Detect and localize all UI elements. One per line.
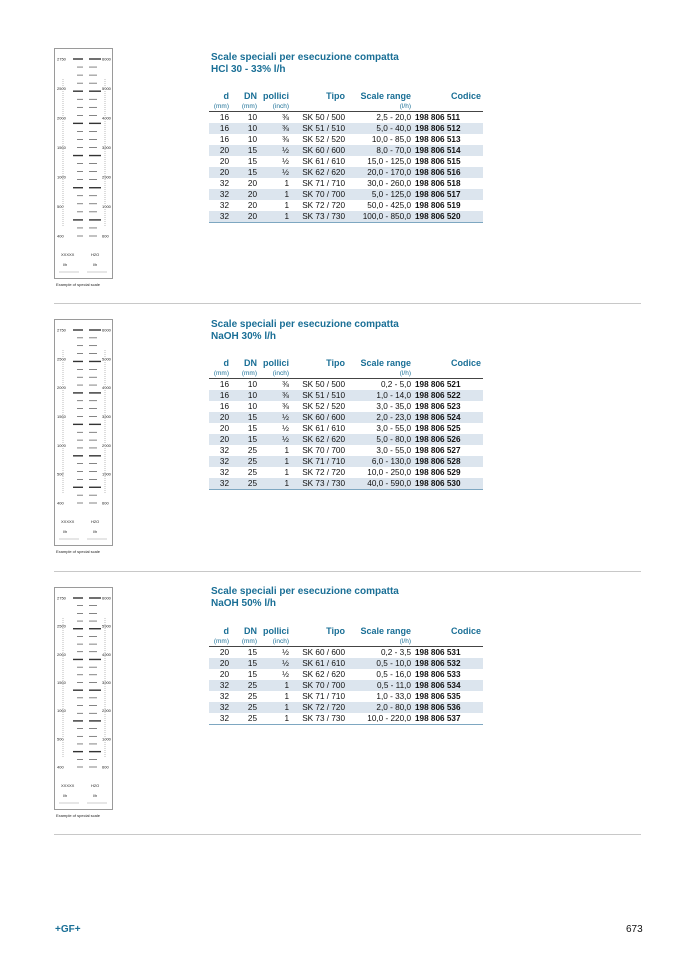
table-row bbox=[209, 702, 483, 713]
cell-dn: 15 bbox=[247, 424, 257, 433]
scale-right-label: 3000 bbox=[102, 145, 111, 150]
cell-dn: 20 bbox=[231, 189, 259, 200]
scale-right-label: 1000 bbox=[102, 736, 111, 742]
header-d: d bbox=[223, 626, 229, 636]
cell-dn: 10 bbox=[247, 135, 257, 144]
cell-codice: 198 806 515 bbox=[415, 157, 461, 166]
unit-scale-range: (l/h) bbox=[347, 637, 413, 647]
cell-dn: 15 bbox=[231, 658, 259, 669]
cell-d: 32 bbox=[209, 713, 231, 725]
scale-caption: Example of special scale bbox=[56, 549, 101, 554]
cell-dn: 10 bbox=[231, 390, 259, 401]
cell-dn: 10 bbox=[231, 123, 259, 134]
cell-dn: 25 bbox=[231, 456, 259, 467]
cell-dn: 15 bbox=[231, 167, 259, 178]
header-pollici: pollici bbox=[262, 626, 289, 636]
cell-d: 20 bbox=[209, 167, 231, 178]
cell-dn: 15 bbox=[247, 670, 257, 679]
scale-unit-right: l/h bbox=[93, 793, 98, 798]
cell-scale-range: 5,0 - 40,0 bbox=[347, 123, 413, 134]
header-tipo: Tipo bbox=[326, 358, 345, 368]
cell-dn: 20 bbox=[247, 179, 257, 188]
cell-scale-range: 0,2 - 3,5 bbox=[380, 648, 411, 657]
unit-d: (mm) bbox=[209, 637, 231, 647]
cell-pollici: ⅜ bbox=[282, 135, 289, 144]
scale-right-label: 5000 bbox=[102, 356, 111, 362]
header-dn: DN bbox=[244, 358, 257, 368]
scale-drawing bbox=[55, 49, 112, 278]
scale-right-label: 4000 bbox=[102, 385, 111, 391]
scale-right-label: 600 bbox=[102, 500, 109, 506]
table-row bbox=[209, 680, 483, 691]
cell-d: 16 bbox=[219, 113, 229, 122]
cell-scale-range: 3,0 - 35,0 bbox=[376, 402, 411, 411]
scale-left-label: 2000 bbox=[57, 651, 66, 657]
unit-scale-range: (l/h) bbox=[347, 102, 413, 112]
scale-right-label: 6000 bbox=[102, 56, 111, 62]
cell-tipo: SK 62 / 620 bbox=[291, 434, 347, 445]
scale-right-label: 600 bbox=[102, 233, 109, 239]
cell-pollici: ½ bbox=[282, 424, 289, 433]
cell-dn: 25 bbox=[247, 692, 257, 701]
cell-tipo: SK 72 / 720 bbox=[291, 702, 347, 713]
cell-scale-range: 20,0 - 170,0 bbox=[347, 167, 413, 178]
cell-d: 32 bbox=[219, 446, 229, 455]
cell-codice: 198 806 520 bbox=[413, 211, 483, 223]
cell-scale-range: 3,0 - 55,0 bbox=[376, 446, 411, 455]
table-row bbox=[209, 390, 483, 401]
scale-right-label: 2000 bbox=[102, 174, 111, 180]
scale-left-label: 1500 bbox=[57, 145, 66, 150]
cell-d: 16 bbox=[219, 135, 229, 144]
unit-scale-range: (l/h) bbox=[347, 369, 413, 379]
cell-pollici: ½ bbox=[282, 670, 289, 679]
cell-dn: 15 bbox=[247, 648, 257, 657]
scale-right-label: 3000 bbox=[102, 414, 111, 419]
page-number: 673 bbox=[626, 924, 643, 935]
scale-unit-right: l/h bbox=[93, 529, 98, 534]
cell-scale-range: 10,0 - 220,0 bbox=[347, 713, 413, 725]
cell-codice: 198 806 525 bbox=[415, 424, 461, 433]
cell-d: 16 bbox=[209, 390, 231, 401]
cell-pollici: ½ bbox=[259, 412, 291, 423]
scale-left-label: 500 bbox=[57, 471, 64, 477]
scale-table bbox=[209, 625, 483, 725]
cell-d: 32 bbox=[209, 189, 231, 200]
unit-pollici: (inch) bbox=[259, 369, 291, 379]
cell-dn: 10 bbox=[247, 113, 257, 122]
cell-pollici: 1 bbox=[284, 179, 289, 188]
scale-left-label: 1000 bbox=[57, 442, 66, 448]
cell-tipo: SK 50 / 500 bbox=[302, 113, 345, 122]
scale-unit-left: l/h bbox=[63, 529, 68, 534]
scale-left-label: 500 bbox=[57, 204, 64, 209]
cell-tipo: SK 61 / 610 bbox=[291, 658, 347, 669]
special-scale-image bbox=[54, 319, 113, 546]
table-row bbox=[209, 445, 483, 456]
scale-left-label: 2000 bbox=[57, 385, 66, 391]
table-row bbox=[209, 123, 483, 134]
cell-tipo: SK 71 / 710 bbox=[302, 692, 345, 701]
table-row bbox=[209, 211, 483, 223]
table-row bbox=[209, 200, 483, 211]
header-codice: Codice bbox=[450, 626, 481, 636]
cell-tipo: SK 62 / 620 bbox=[291, 167, 347, 178]
cell-tipo: SK 71 / 710 bbox=[291, 456, 347, 467]
cell-scale-range: 15,0 - 125,0 bbox=[367, 157, 411, 166]
cell-codice: 198 806 529 bbox=[415, 468, 461, 477]
cell-codice: 198 806 513 bbox=[415, 135, 461, 144]
cell-d: 16 bbox=[209, 123, 231, 134]
cell-dn: 20 bbox=[247, 201, 257, 210]
header-pollici: pollici bbox=[262, 91, 289, 101]
cell-scale-range: 0,5 - 11,0 bbox=[347, 680, 413, 691]
cell-pollici: 1 bbox=[259, 456, 291, 467]
section-divider bbox=[54, 303, 641, 304]
section-title bbox=[211, 319, 399, 343]
cell-scale-range: 0,2 - 5,0 bbox=[380, 380, 411, 389]
cell-tipo: SK 60 / 600 bbox=[302, 648, 345, 657]
table-row bbox=[209, 647, 483, 659]
header-tipo: Tipo bbox=[326, 91, 345, 101]
cell-tipo: SK 62 / 620 bbox=[302, 670, 345, 679]
cell-scale-range: 100,0 - 850,0 bbox=[347, 211, 413, 223]
table-row bbox=[209, 434, 483, 445]
scale-left-label: 1500 bbox=[57, 414, 66, 419]
cell-tipo: SK 72 / 720 bbox=[302, 468, 345, 477]
table-row bbox=[209, 669, 483, 680]
header-codice: Codice bbox=[450, 91, 481, 101]
cell-tipo: SK 70 / 700 bbox=[302, 446, 345, 455]
cell-scale-range: 8,0 - 70,0 bbox=[347, 145, 413, 156]
cell-codice: 198 806 518 bbox=[415, 179, 461, 188]
cell-pollici: ½ bbox=[259, 658, 291, 669]
table-row bbox=[209, 156, 483, 167]
scale-right-label: 5000 bbox=[102, 623, 111, 629]
cell-codice: 198 806 534 bbox=[413, 680, 483, 691]
cell-tipo: SK 51 / 510 bbox=[291, 390, 347, 401]
unit-dn: (mm) bbox=[231, 637, 259, 647]
header-dn: DN bbox=[244, 91, 257, 101]
cell-codice: 198 806 531 bbox=[415, 648, 461, 657]
cell-codice: 198 806 524 bbox=[413, 412, 483, 423]
cell-d: 20 bbox=[209, 145, 231, 156]
cell-pollici: 1 bbox=[259, 702, 291, 713]
unit-dn: (mm) bbox=[231, 369, 259, 379]
cell-tipo: SK 70 / 700 bbox=[291, 680, 347, 691]
scale-unit-left: l/h bbox=[63, 262, 68, 267]
cell-tipo: SK 70 / 700 bbox=[291, 189, 347, 200]
header-d: d bbox=[223, 91, 229, 101]
scale-right-label: 1000 bbox=[102, 471, 111, 477]
table-row bbox=[209, 401, 483, 412]
special-scale-image bbox=[54, 48, 113, 279]
cell-tipo: SK 51 / 510 bbox=[291, 123, 347, 134]
cell-d: 20 bbox=[209, 658, 231, 669]
scale-caption: Example of special scale bbox=[56, 813, 101, 818]
cell-scale-range: 0,5 - 16,0 bbox=[376, 670, 411, 679]
scale-unit-right: l/h bbox=[93, 262, 98, 267]
scale-caption: Example of special scale bbox=[56, 282, 101, 287]
scale-right-label: 4000 bbox=[102, 651, 111, 657]
cell-scale-range: 40,0 - 590,0 bbox=[347, 478, 413, 490]
scale-unit-left: l/h bbox=[63, 793, 68, 798]
cell-scale-range: 5,0 - 80,0 bbox=[347, 434, 413, 445]
title-line-1: Scale speciali per esecuzione compatta bbox=[211, 319, 399, 330]
cell-codice: 198 806 530 bbox=[413, 478, 483, 490]
cell-codice: 198 806 512 bbox=[413, 123, 483, 134]
cell-tipo: SK 61 / 610 bbox=[302, 424, 345, 433]
title-line-1: Scale speciali per esecuzione compatta bbox=[211, 586, 399, 597]
scale-left-label: 1500 bbox=[57, 680, 66, 685]
cell-pollici: 1 bbox=[259, 478, 291, 490]
scale-left-label: 400 bbox=[57, 764, 64, 770]
cell-pollici: ⅜ bbox=[282, 380, 289, 389]
section-title bbox=[211, 52, 399, 76]
section-divider bbox=[54, 571, 641, 572]
cell-scale-range: 2,5 - 20,0 bbox=[376, 113, 411, 122]
cell-pollici: 1 bbox=[284, 468, 289, 477]
table-row bbox=[209, 691, 483, 702]
cell-d: 32 bbox=[209, 702, 231, 713]
scale-right-label: 2000 bbox=[102, 708, 111, 714]
scale-right-label: 600 bbox=[102, 764, 109, 770]
scale-left-label: 2000 bbox=[57, 115, 66, 121]
table-row bbox=[209, 456, 483, 467]
cell-pollici: 1 bbox=[284, 692, 289, 701]
cell-scale-range: 1,0 - 33,0 bbox=[376, 692, 411, 701]
cell-scale-range: 10,0 - 85,0 bbox=[371, 135, 411, 144]
cell-pollici: ⅜ bbox=[259, 123, 291, 134]
unit-dn: (mm) bbox=[231, 102, 259, 112]
cell-d: 32 bbox=[209, 456, 231, 467]
scale-drawing bbox=[55, 588, 112, 809]
cell-scale-range: 50,0 - 425,0 bbox=[367, 201, 411, 210]
cell-pollici: ½ bbox=[259, 434, 291, 445]
scale-drawing bbox=[55, 320, 112, 545]
cell-d: 32 bbox=[219, 201, 229, 210]
cell-d: 20 bbox=[209, 412, 231, 423]
header-d: d bbox=[223, 358, 229, 368]
scale-left-label: 400 bbox=[57, 500, 64, 506]
cell-d: 20 bbox=[219, 157, 229, 166]
cell-dn: 15 bbox=[231, 145, 259, 156]
header-codice: Codice bbox=[450, 358, 481, 368]
cell-pollici: 1 bbox=[284, 201, 289, 210]
title-line-1: Scale speciali per esecuzione compatta bbox=[211, 52, 399, 63]
cell-tipo: SK 73 / 730 bbox=[291, 478, 347, 490]
cell-dn: 25 bbox=[231, 702, 259, 713]
scale-left-label: 2750 bbox=[57, 595, 66, 601]
title-line-2: HCl 30 - 33% l/h bbox=[211, 64, 286, 75]
cell-scale-range: 2,0 - 80,0 bbox=[347, 702, 413, 713]
cell-d: 32 bbox=[209, 478, 231, 490]
scale-left-label: 1000 bbox=[57, 174, 66, 180]
cell-pollici: ⅜ bbox=[282, 113, 289, 122]
cell-dn: 10 bbox=[247, 402, 257, 411]
cell-scale-range: 0,5 - 10,0 bbox=[347, 658, 413, 669]
cell-codice: 198 806 528 bbox=[413, 456, 483, 467]
cell-d: 20 bbox=[219, 424, 229, 433]
cell-pollici: 1 bbox=[284, 446, 289, 455]
cell-tipo: SK 73 / 730 bbox=[291, 713, 347, 725]
cell-d: 20 bbox=[219, 670, 229, 679]
scale-right-label: 4000 bbox=[102, 115, 111, 121]
cell-d: 32 bbox=[219, 692, 229, 701]
table-row bbox=[209, 134, 483, 145]
cell-codice: 198 806 526 bbox=[413, 434, 483, 445]
scale-bottom-left-label: XXXXX bbox=[61, 252, 75, 257]
cell-scale-range: 1,0 - 14,0 bbox=[347, 390, 413, 401]
cell-tipo: SK 52 / 520 bbox=[302, 402, 345, 411]
cell-d: 32 bbox=[209, 211, 231, 223]
cell-pollici: 1 bbox=[259, 189, 291, 200]
section-title bbox=[211, 586, 399, 610]
table-row bbox=[209, 423, 483, 434]
cell-dn: 20 bbox=[231, 211, 259, 223]
cell-dn: 25 bbox=[247, 446, 257, 455]
cell-codice: 198 806 537 bbox=[413, 713, 483, 725]
cell-tipo: SK 73 / 730 bbox=[291, 211, 347, 223]
scale-bottom-right-label: H2O bbox=[91, 252, 100, 257]
section-divider bbox=[54, 834, 641, 835]
cell-dn: 25 bbox=[231, 713, 259, 725]
cell-codice: 198 806 527 bbox=[415, 446, 461, 455]
scale-right-label: 5000 bbox=[102, 86, 111, 91]
cell-codice: 198 806 517 bbox=[413, 189, 483, 200]
cell-dn: 25 bbox=[231, 680, 259, 691]
scale-left-label: 2750 bbox=[57, 327, 66, 333]
scale-left-label: 400 bbox=[57, 233, 64, 239]
cell-pollici: ½ bbox=[259, 145, 291, 156]
unit-d: (mm) bbox=[209, 102, 231, 112]
cell-d: 32 bbox=[209, 680, 231, 691]
scale-left-label: 500 bbox=[57, 736, 64, 742]
cell-codice: 198 806 533 bbox=[415, 670, 461, 679]
cell-codice: 198 806 511 bbox=[415, 113, 461, 122]
cell-dn: 15 bbox=[231, 434, 259, 445]
scale-left-label: 2500 bbox=[57, 623, 66, 629]
table-row bbox=[209, 379, 483, 391]
cell-codice: 198 806 521 bbox=[415, 380, 461, 389]
cell-pollici: 1 bbox=[259, 211, 291, 223]
cell-tipo: SK 71 / 710 bbox=[302, 179, 345, 188]
cell-tipo: SK 60 / 600 bbox=[291, 412, 347, 423]
cell-d: 16 bbox=[219, 380, 229, 389]
table-row bbox=[209, 658, 483, 669]
cell-d: 16 bbox=[219, 402, 229, 411]
title-line-2: NaOH 30% l/h bbox=[211, 331, 277, 342]
header-tipo: Tipo bbox=[326, 626, 345, 636]
table-row bbox=[209, 112, 483, 124]
scale-left-label: 2500 bbox=[57, 356, 66, 362]
cell-pollici: ½ bbox=[282, 157, 289, 166]
scale-left-label: 2500 bbox=[57, 86, 66, 91]
header-pollici: pollici bbox=[262, 358, 289, 368]
unit-d: (mm) bbox=[209, 369, 231, 379]
cell-pollici: ⅜ bbox=[282, 402, 289, 411]
scale-left-label: 2750 bbox=[57, 56, 66, 62]
cell-scale-range: 2,0 - 23,0 bbox=[347, 412, 413, 423]
cell-codice: 198 806 536 bbox=[413, 702, 483, 713]
table-row bbox=[209, 467, 483, 478]
cell-d: 32 bbox=[219, 179, 229, 188]
header-scale-range: Scale range bbox=[360, 626, 411, 636]
cell-pollici: 1 bbox=[259, 713, 291, 725]
table-row bbox=[209, 145, 483, 156]
cell-pollici: ⅜ bbox=[259, 390, 291, 401]
scale-table bbox=[209, 90, 483, 223]
table-row bbox=[209, 412, 483, 423]
cell-tipo: SK 72 / 720 bbox=[302, 201, 345, 210]
table-row bbox=[209, 713, 483, 725]
unit-pollici: (inch) bbox=[259, 102, 291, 112]
cell-scale-range: 5,0 - 125,0 bbox=[347, 189, 413, 200]
special-scale-image bbox=[54, 587, 113, 810]
scale-right-label: 6000 bbox=[102, 595, 111, 601]
cell-tipo: SK 52 / 520 bbox=[302, 135, 345, 144]
cell-d: 20 bbox=[209, 434, 231, 445]
table-row bbox=[209, 478, 483, 490]
cell-dn: 25 bbox=[231, 478, 259, 490]
cell-scale-range: 30,0 - 260,0 bbox=[367, 179, 411, 188]
cell-tipo: SK 50 / 500 bbox=[302, 380, 345, 389]
scale-table bbox=[209, 357, 483, 490]
cell-scale-range: 3,0 - 55,0 bbox=[376, 424, 411, 433]
scale-bottom-left-label: XXXXX bbox=[61, 783, 75, 788]
cell-codice: 198 806 516 bbox=[413, 167, 483, 178]
gf-logo: +GF+ bbox=[55, 924, 81, 935]
scale-bottom-right-label: H2O bbox=[91, 783, 100, 788]
cell-scale-range: 6,0 - 130,0 bbox=[347, 456, 413, 467]
table-row bbox=[209, 189, 483, 200]
cell-codice: 198 806 522 bbox=[413, 390, 483, 401]
cell-codice: 198 806 532 bbox=[413, 658, 483, 669]
scale-right-label: 1000 bbox=[102, 204, 111, 209]
table-row bbox=[209, 167, 483, 178]
cell-d: 32 bbox=[219, 468, 229, 477]
scale-right-label: 6000 bbox=[102, 327, 111, 333]
cell-d: 20 bbox=[219, 648, 229, 657]
cell-scale-range: 10,0 - 250,0 bbox=[367, 468, 411, 477]
cell-pollici: 1 bbox=[259, 680, 291, 691]
scale-bottom-right-label: H2O bbox=[91, 519, 100, 524]
cell-pollici: ½ bbox=[282, 648, 289, 657]
header-scale-range: Scale range bbox=[360, 358, 411, 368]
unit-pollici: (inch) bbox=[259, 637, 291, 647]
cell-dn: 15 bbox=[247, 157, 257, 166]
scale-bottom-left-label: XXXXX bbox=[61, 519, 75, 524]
cell-pollici: ½ bbox=[259, 167, 291, 178]
scale-right-label: 2000 bbox=[102, 442, 111, 448]
cell-codice: 198 806 523 bbox=[415, 402, 461, 411]
cell-dn: 25 bbox=[247, 468, 257, 477]
cell-tipo: SK 61 / 610 bbox=[302, 157, 345, 166]
header-dn: DN bbox=[244, 626, 257, 636]
cell-dn: 15 bbox=[231, 412, 259, 423]
scale-left-label: 1000 bbox=[57, 708, 66, 714]
cell-codice: 198 806 519 bbox=[415, 201, 461, 210]
scale-right-label: 3000 bbox=[102, 680, 111, 685]
cell-tipo: SK 60 / 600 bbox=[291, 145, 347, 156]
cell-codice: 198 806 514 bbox=[413, 145, 483, 156]
header-scale-range: Scale range bbox=[360, 91, 411, 101]
table-row bbox=[209, 178, 483, 189]
cell-dn: 10 bbox=[247, 380, 257, 389]
cell-codice: 198 806 535 bbox=[415, 692, 461, 701]
title-line-2: NaOH 50% l/h bbox=[211, 598, 277, 609]
